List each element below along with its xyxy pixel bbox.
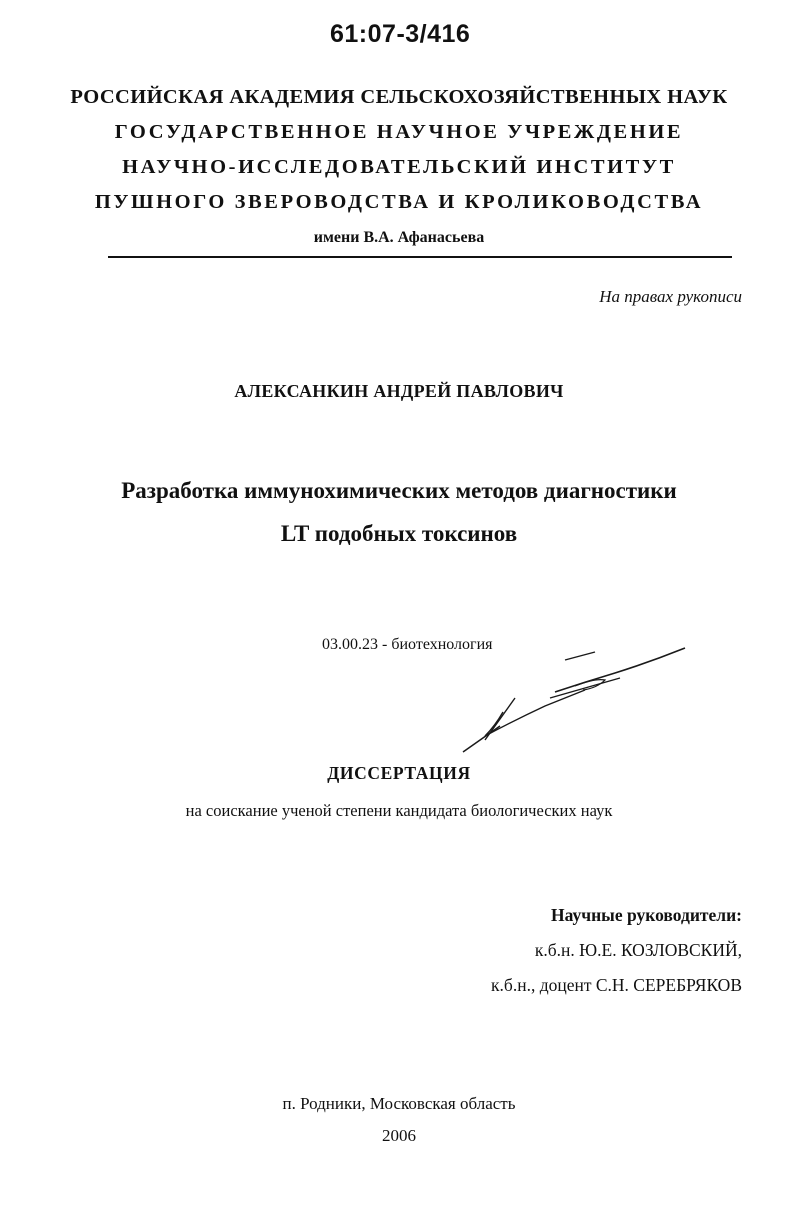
manuscript-rights-note: На правах рукописи xyxy=(599,287,742,306)
year: 2006 xyxy=(382,1126,416,1145)
document-type: ДИССЕРТАЦИЯ xyxy=(327,763,471,783)
institution-line-research-institute: НАУЧНО-ИССЛЕДОВАТЕЛЬСКИЙ ИНСТИТУТ xyxy=(122,156,676,178)
archive-code-stamp: 61:07-3/416 xyxy=(330,20,471,48)
dissertation-title-line-1: Разработка иммунохимических методов диагностики xyxy=(121,478,677,503)
degree-purpose: на соискание ученой степени кандидата биологических наук xyxy=(185,801,613,820)
institution-line-fur-farming: ПУШНОГО ЗВЕРОВОДСТВА И КРОЛИКОВОДСТВА xyxy=(94,191,704,213)
institution-line-named-after: имени В.А. Афанасьева xyxy=(313,229,485,246)
supervisors-heading: Научные руководители: xyxy=(550,905,742,925)
supervisor-2: к.б.н., доцент С.Н. СЕРЕБРЯКОВ xyxy=(491,975,742,995)
handwritten-signature xyxy=(455,640,695,760)
header-divider xyxy=(108,256,732,258)
dissertation-title-line-2: LT подобных токсинов xyxy=(280,521,518,546)
author-name: АЛЕКСАНКИН АНДРЕЙ ПАВЛОВИЧ xyxy=(234,381,564,401)
supervisor-1: к.б.н. Ю.Е. КОЗЛОВСКИЙ, xyxy=(534,940,742,960)
institution-line-academy: РОССИЙСКАЯ АКАДЕМИЯ СЕЛЬСКОХОЗЯЙСТВЕННЫХ НАУК xyxy=(70,86,728,108)
specialty-code: 03.00.23 - биотехнология xyxy=(322,636,493,653)
place: п. Родники, Московская область xyxy=(282,1094,516,1113)
institution-line-state-institution: ГОСУДАРСТВЕННОЕ НАУЧНОЕ УЧРЕЖДЕНИЕ xyxy=(114,121,684,143)
